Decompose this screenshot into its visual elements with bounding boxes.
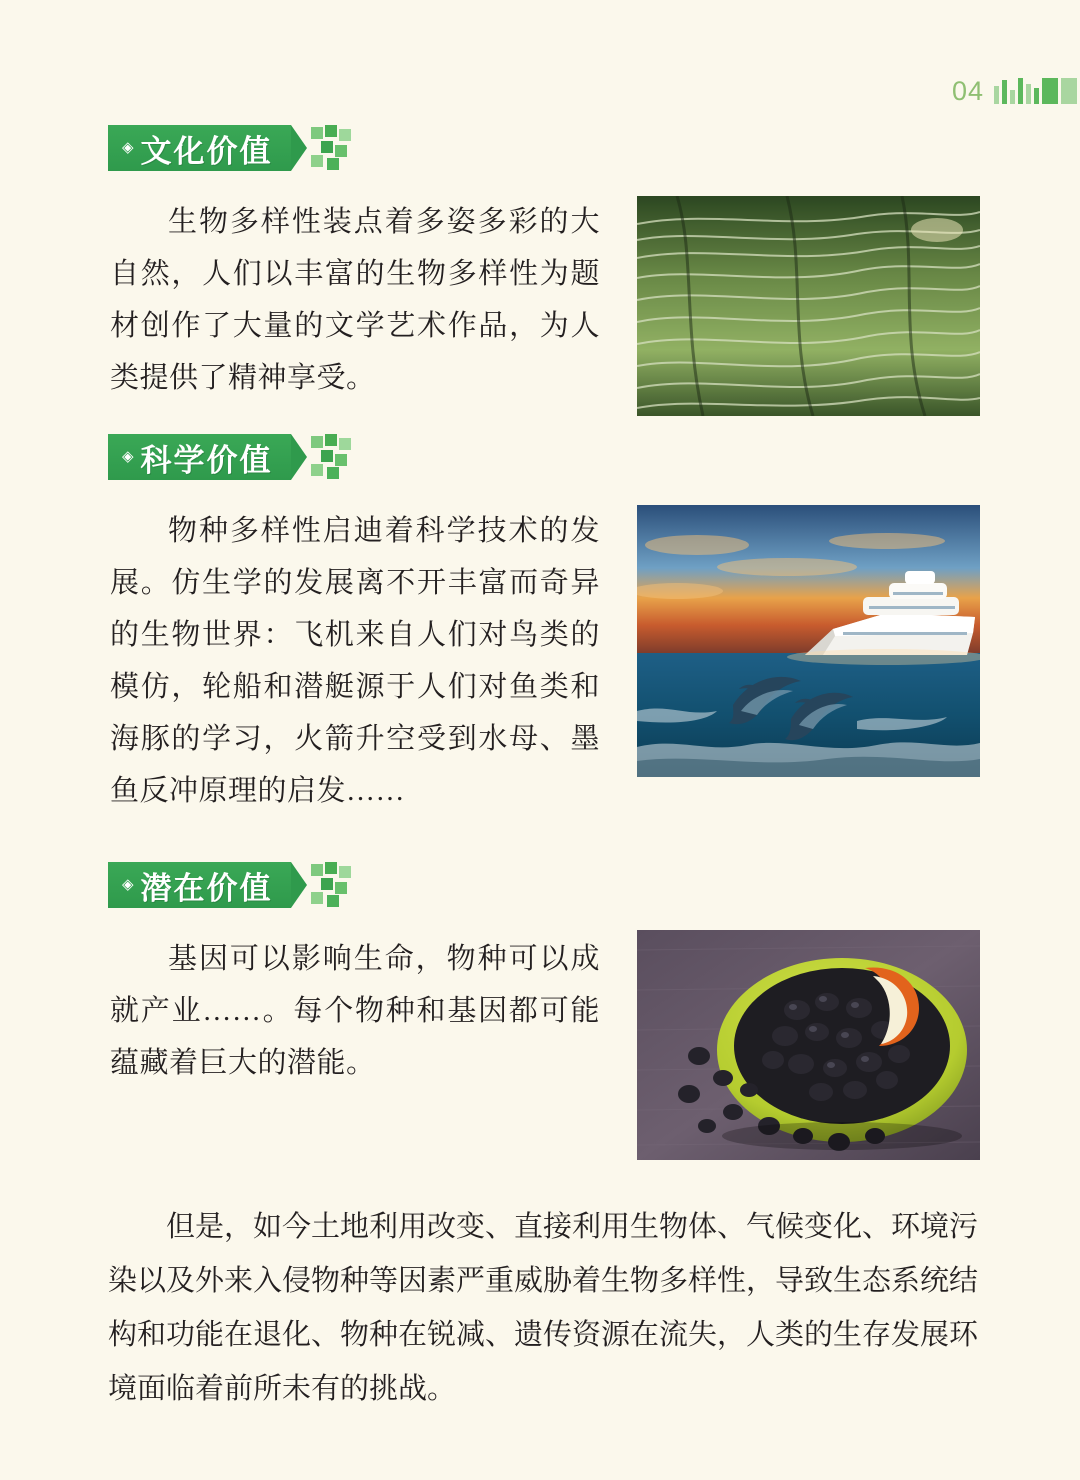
photo-terraced-fields [637,196,980,416]
photo-black-beans-bowl [637,930,980,1160]
pixel-decoration-icon [311,862,357,908]
section-title: 文化价值 [140,133,273,169]
paragraph-cultural-value: 生物多样性装点着多姿多彩的大自然，人们以丰富的生物多样性为题材创作了大量的文学艺术作品，为人类提供了精神享受。 [110,206,600,394]
diamond-icon: ◈ [122,876,134,893]
photo-cruise-and-dolphins [637,505,980,777]
page-number: 04 [951,75,984,106]
section-title: 科学价值 [140,442,273,478]
section-ribbon [108,434,291,480]
diamond-icon: ◈ [122,139,134,156]
decorative-bars-icon [994,78,1080,104]
closing-paragraph: 但是，如今土地利用改变、直接利用生物体、气候变化、环境污染以及外来入侵物种等因素严重威胁着生物多样性，导致生态系统结构和功能在退化、物种在锐减、遗传资源在流失，人类的生存发展环境面临着前所未有的挑战。 [108,1211,979,1405]
section-ribbon [108,125,291,171]
section-heading-scientific-value [108,434,357,480]
paragraph-scientific-value: 物种多样性启迪着科学技术的发展。仿生学的发展离不开丰富而奇异的生物世界：飞机来自人们对鸟类的模仿，轮船和潜艇源于人们对鱼类和海豚的学习，火箭升空受到水母、墨鱼反冲原理的启发…… [110,515,600,807]
pixel-decoration-icon [311,434,357,480]
section-heading-cultural-value [108,125,357,171]
section-heading-potential-value [108,862,357,908]
page-number-mark [952,74,1080,108]
section-title: 潜在价值 [140,870,273,906]
diamond-icon: ◈ [122,448,134,465]
section-ribbon [108,862,291,908]
paragraph-potential-value: 基因可以影响生命，物种可以成就产业……。每个物种和基因都可能蕴藏着巨大的潜能。 [110,943,600,1079]
pixel-decoration-icon [311,125,357,171]
